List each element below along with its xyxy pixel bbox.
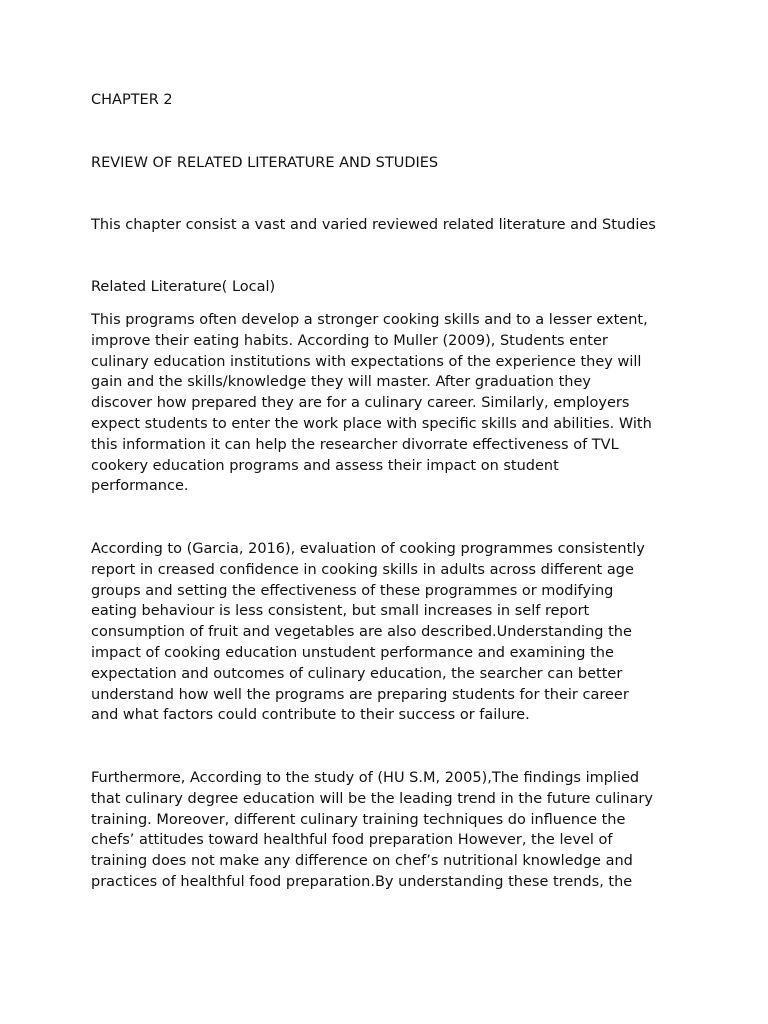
- paragraph-line: that culinary degree education will be the leading trend in the future culinary: [91, 790, 653, 807]
- paragraph-1: [91, 310, 691, 497]
- paragraph-line: training does not make any difference on chef’s nutritional knowledge and: [91, 853, 633, 870]
- paragraph-line: eating behaviour is less consistent, but small increases in self report: [91, 603, 590, 620]
- paragraph-line: improve their eating habits. According to Muller (2009), Students enter: [91, 332, 608, 349]
- paragraph-line: According to (Garcia, 2016), evaluation of cooking programmes consistently: [91, 541, 645, 557]
- paragraph-2: [91, 539, 691, 726]
- paragraph-3: [91, 768, 691, 893]
- paragraph-line: this information it can help the researcher divorrate effectiveness of TVL: [91, 436, 619, 453]
- paragraph-line: chefs’ attitudes toward healthful food preparation However, the level of: [91, 832, 613, 849]
- paragraph-line: practices of healthful food preparation.By understanding these trends, the: [91, 873, 633, 890]
- paragraph-line: impact of cooking education unstudent performance and examining the: [91, 644, 614, 661]
- chapter-heading: CHAPTER 2: [91, 92, 173, 108]
- paragraph-line: understand how well the programs are preparing students for their career: [91, 686, 629, 703]
- paragraph-line: groups and setting the effectiveness of these programmes or modifying: [91, 582, 614, 599]
- paragraph-line: consumption of fruit and vegetables are also described.Understanding the: [91, 624, 632, 641]
- paragraph-line: Furthermore, According to the study of (HU S.M, 2005),The findings implied: [91, 770, 640, 786]
- paragraph-line: culinary education institutions with expectations of the experience they will: [91, 353, 642, 370]
- intro-text: This chapter consist a vast and varied reviewed related literature and Studies: [91, 217, 656, 233]
- paragraph-line: gain and the skills/knowledge they will master. After graduation they: [91, 374, 591, 391]
- paragraph-line: This programs often develop a stronger cooking skills and to a lesser extent,: [91, 312, 648, 328]
- paragraph-line: cookery education programs and assess their impact on student: [91, 457, 559, 474]
- paragraph-line: report in creased confidence in cooking skills in adults across different age: [91, 561, 634, 578]
- paragraph-line: discover how prepared they are for a culinary career. Similarly, employers: [91, 395, 630, 412]
- section-title: REVIEW OF RELATED LITERATURE AND STUDIES: [91, 155, 439, 171]
- paragraph-line: expectation and outcomes of culinary education, the searcher can better: [91, 665, 623, 682]
- subsection-heading: Related Literature( Local): [91, 279, 276, 295]
- paragraph-line: performance.: [91, 478, 189, 495]
- paragraph-line: and what factors could contribute to their success or failure.: [91, 707, 530, 724]
- paragraph-line: training. Moreover, different culinary training techniques do influence the: [91, 811, 626, 828]
- paragraph-line: expect students to enter the work place with specific skills and abilities. With: [91, 415, 652, 432]
